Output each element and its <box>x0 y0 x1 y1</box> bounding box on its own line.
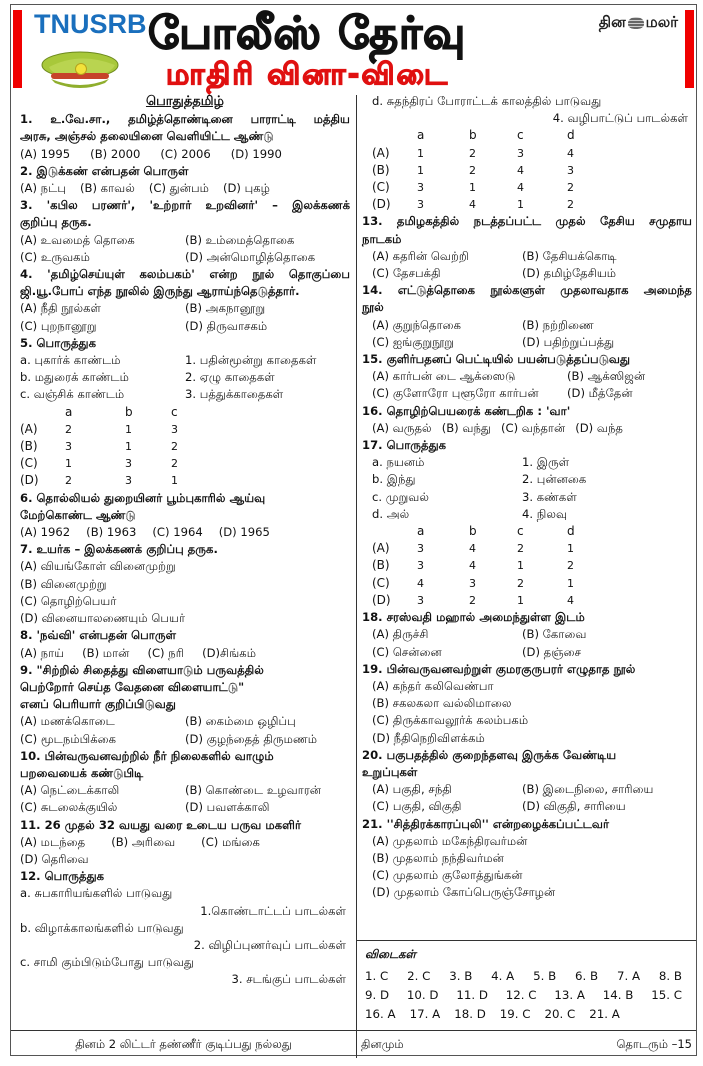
table-cell: 4 <box>469 198 476 212</box>
option-d[interactable]: (D) பவளக்காலி <box>185 800 270 815</box>
option-a[interactable]: (A) <box>20 421 38 436</box>
option-b[interactable]: (B) <box>372 162 390 177</box>
question-text: 6. தொல்லியல் துறையினர் பூம்புகாரில் ஆய்வு <box>20 490 266 505</box>
question-text: 4. 'தமிழ்செய்யுள் கலம்பகம்' என்ற நூல் தொகுப்பை <box>20 267 350 282</box>
option-c[interactable]: (C) திருக்காவலூர்க் கலம்பகம் <box>372 713 529 728</box>
question-text: எனப் பெரியார் குறிப்பிடுவது <box>20 697 176 712</box>
option-a[interactable]: (A) நாய் <box>20 645 65 660</box>
question-text: பறவையைக் கண்டுபிடி <box>20 765 144 780</box>
table-header: b <box>469 524 477 539</box>
footer-tip: தினம் 2 லிட்டர் தண்ணீர் குடிப்பது நல்லது <box>11 1030 356 1056</box>
match-right: 3. சடங்குப் பாடல்கள் <box>231 972 346 987</box>
option-a[interactable]: (A) நீதி நூல்கள் <box>20 301 101 316</box>
table-cell: 2 <box>469 163 476 177</box>
table-cell: 3 <box>65 440 72 454</box>
answer-item: 3. B <box>449 969 473 983</box>
question-text: குறிப்பு தருக. <box>20 215 92 230</box>
answer-item: 20. C <box>544 1007 576 1021</box>
question-text: அரசு, அஞ்சல் தலையினை வெளியிட்ட ஆண்டு <box>20 129 274 144</box>
question-text: 11. 26 முதல் 32 வயது வரை உடைய பருவ மகளிர் <box>20 817 302 832</box>
table-cell: 3 <box>417 593 424 607</box>
match-left: c. வஞ்சிக் காண்டம் <box>20 387 125 402</box>
right-red-bar <box>685 10 694 88</box>
options <box>362 248 692 282</box>
option-a[interactable]: (A) மணக்கொடை <box>20 714 115 729</box>
option-d[interactable]: (D) நீதிநெறிவிளக்கம் <box>372 730 485 745</box>
match-left: c. சாமி கும்பிடும்போது பாடுவது <box>20 955 194 970</box>
table-cell: 2 <box>567 559 574 573</box>
footer-daily-label: தினமும் <box>361 1037 404 1051</box>
question-text: 19. பின்வருவனவற்றுள் குமரகுருபரர் எழுதாத நூல் <box>362 661 636 676</box>
option-c[interactable]: (C) சுடலைக்குயில் <box>20 800 118 815</box>
match-right: 2. ஏழு காதைகள் <box>185 370 275 385</box>
table-cell: 2 <box>517 542 524 556</box>
answer-item: 16. A <box>365 1007 396 1021</box>
table-header: a <box>417 524 425 539</box>
answer-item: 6. B <box>575 969 599 983</box>
table-cell: 3 <box>125 457 132 471</box>
brand-label: TNUSRB <box>34 9 147 39</box>
table-cell: 3 <box>417 181 424 195</box>
option-b[interactable]: (B) மான் <box>82 645 130 660</box>
right-column <box>362 93 692 902</box>
question-text: 17. பொருத்துக <box>362 438 447 453</box>
question-text: நூல் <box>362 300 384 315</box>
answer-code-table <box>372 127 692 213</box>
question-6 <box>20 490 350 542</box>
table-header: b <box>125 404 133 419</box>
option-c[interactable]: (C) குளோரோ புளூரோ கார்பன் <box>372 386 539 401</box>
question-4 <box>20 266 350 335</box>
options <box>20 713 350 747</box>
option-d[interactable]: (D) 1990 <box>230 146 282 161</box>
option-c[interactable]: (C) 1964 <box>152 525 203 540</box>
answer-row <box>365 1005 688 1024</box>
option-c[interactable]: (C) மூடநம்பிக்கை <box>20 731 117 746</box>
question-16 <box>362 403 692 437</box>
option-b[interactable]: (B) வந்து <box>441 420 491 435</box>
answer-row <box>365 986 688 1005</box>
option-b[interactable]: (B) கைம்மை ஒழிப்பு <box>185 714 296 729</box>
option-b[interactable]: (B) அகநானூறு <box>185 301 266 316</box>
table-cell: 2 <box>65 474 72 488</box>
option-b[interactable]: (B) வினைமுற்று <box>20 576 107 591</box>
option-d[interactable]: (D) <box>372 592 391 607</box>
question-2 <box>20 163 350 197</box>
answer-item: 13. A <box>554 988 585 1002</box>
table-cell: 1 <box>65 457 72 471</box>
table-cell: 1 <box>567 576 574 590</box>
left-column <box>20 93 350 989</box>
table-header: d <box>567 128 575 143</box>
answer-item: 7. A <box>616 969 641 983</box>
table-cell: 2 <box>171 440 178 454</box>
table-cell: 2 <box>171 457 178 471</box>
table-cell: 1 <box>125 440 132 454</box>
option-a[interactable]: (A) <box>372 541 390 556</box>
option-a[interactable]: (A) உவமைத் தொகை <box>20 232 135 247</box>
options <box>362 420 692 437</box>
option-b[interactable]: (B) உம்மைத்தொகை <box>185 232 295 247</box>
question-10 <box>20 748 350 817</box>
options <box>20 524 350 541</box>
page-subtitle: மாதிரி வினா-விடை <box>166 57 450 91</box>
masthead <box>11 5 696 90</box>
table-header <box>20 404 65 421</box>
question-text: 15. குளிர்பதனப் பெட்டியில் பயன்படுத்தப்படுவது <box>362 352 631 367</box>
answer-item: 11. D <box>456 988 488 1002</box>
left-red-bar <box>13 10 22 88</box>
match-right: 4. நிலவு <box>522 506 568 521</box>
table-header: a <box>417 128 425 143</box>
question-text: 7. உயர்க – இலக்கணக் குறிப்பு தருக. <box>20 542 218 557</box>
question-text: 13. தமிழகத்தில் நடத்தப்பட்ட முதல் தேசிய சமுதாய <box>362 214 692 229</box>
option-b[interactable]: (B) இடைநிலை, சாரியை <box>522 782 654 797</box>
option-c[interactable]: (C) துன்பம் <box>148 181 209 196</box>
table-cell: 2 <box>65 422 72 436</box>
option-a[interactable]: (A) கார்பன் டை ஆக்ஸைடு <box>372 369 516 384</box>
question-text: மேற்கொண்ட ஆண்டு <box>20 507 136 522</box>
answer-code-table <box>362 523 692 609</box>
question-text: 3. 'கபில பரணர்', 'உற்றார் உறவினர்' – இலக்கணக் <box>20 198 350 213</box>
match-left: a. சுபகாரியங்களில் பாடுவது <box>20 886 173 901</box>
option-c[interactable]: (C) முதலாம் குலோத்துங்கன் <box>372 868 523 883</box>
match-left: b. விழாக்காலங்களில் பாடுவது <box>20 920 184 935</box>
column-divider <box>356 95 357 1058</box>
option-d[interactable]: (D) <box>372 197 391 212</box>
option-d[interactable]: (D)சிங்கம் <box>202 645 257 660</box>
options <box>362 781 692 815</box>
match-left: d. சுதந்திரப் போராட்டக் காலத்தில் பாடுவது <box>372 94 602 108</box>
match-right: 4. வழிபாட்டுப் பாடல்கள் <box>552 111 688 126</box>
table-header <box>372 523 417 540</box>
table-cell: 2 <box>567 198 574 212</box>
options <box>20 834 350 851</box>
option-a[interactable]: (A) <box>372 145 390 160</box>
match-left: d. அல் <box>372 506 410 521</box>
options <box>362 626 692 660</box>
table-header: d <box>567 524 575 539</box>
publisher-name-part2: மலர் <box>645 13 678 31</box>
table-header: c <box>171 404 178 419</box>
answer-item: 19. C <box>499 1007 531 1021</box>
option-b[interactable]: (B) கொண்டை உழவாரன் <box>185 783 322 798</box>
table-cell: 4 <box>417 576 424 590</box>
question-text: நாடகம் <box>362 231 402 246</box>
answer-item: 17. A <box>409 1007 441 1021</box>
option-c[interactable]: (C) <box>372 575 390 590</box>
option-d[interactable]: (D) முதலாம் கோப்பெருஞ்சோழன் <box>372 885 556 900</box>
option-a[interactable]: (A) பகுதி, சந்தி <box>372 782 452 797</box>
option-d[interactable]: (D) வினையாலணையும் பெயர் <box>20 611 186 626</box>
match-pairs <box>362 454 692 523</box>
table-cell: 2 <box>517 576 524 590</box>
table-cell: 2 <box>469 593 476 607</box>
table-cell: 1 <box>567 542 574 556</box>
answer-item: 1. C <box>365 969 389 983</box>
option-b[interactable]: (B) தேசியக்கொடி <box>522 248 617 263</box>
table-cell: 3 <box>417 198 424 212</box>
options <box>20 300 350 334</box>
police-cap-icon <box>39 45 121 91</box>
option-a[interactable]: (A) நெட்டைக்காலி <box>20 783 120 798</box>
answer-item: 8. B <box>658 969 682 983</box>
option-a[interactable]: (A) திருச்சி <box>372 627 429 642</box>
option-a[interactable]: (A) வருதல் <box>372 420 432 435</box>
question-text: பெற்றோர் செய்த வேதனை விளையாட்டு" <box>20 679 245 694</box>
table-cell: 3 <box>567 163 574 177</box>
options <box>20 232 350 266</box>
question-text: 9. "சிற்றில் சிதைத்து விளையாடும் பருவத்தில் <box>20 662 264 677</box>
question-text: 1. உ.வே.சா., தமிழ்த்தொண்டினை பாராட்டி மத்திய <box>20 112 350 127</box>
match-pairs <box>20 352 350 404</box>
answer-item: 4. A <box>491 969 515 983</box>
option-c[interactable]: (C) ஐங்குறுநூறு <box>372 334 455 349</box>
option-c[interactable]: (C) புறநானூறு <box>20 318 97 333</box>
match-right: 1.கொண்டாட்டப் பாடல்கள் <box>200 903 346 918</box>
table-cell: 2 <box>469 146 476 160</box>
match-right: 2. விழிப்புணர்வுப் பாடல்கள் <box>193 937 346 952</box>
answer-item: 15. C <box>651 988 682 1002</box>
question-17 <box>362 437 692 609</box>
question-text: 10. பின்வருவனவற்றில் நீர் நிலைகளில் வாழும் <box>20 748 274 763</box>
question-14 <box>362 282 692 351</box>
table-cell: 1 <box>417 163 424 177</box>
question-5 <box>20 335 350 490</box>
publisher-name-part1: தின <box>598 13 626 31</box>
options <box>362 317 692 351</box>
option-a[interactable]: (A) வியங்கோள் வினைமுற்று <box>20 559 176 574</box>
option-c[interactable]: (C) தேசபக்தி <box>372 266 441 281</box>
option-a[interactable]: (A) கந்தர் கலிவெண்பா <box>372 678 494 693</box>
option-a[interactable]: (A) கதரின் வெற்றி <box>372 248 469 263</box>
option-b[interactable]: (B) <box>372 558 390 573</box>
answer-item: 9. D <box>365 988 390 1002</box>
question-text: ஜி.யூ.போப் எந்த நூலில் இருந்து ஆராய்ந்தெடுத்தார். <box>20 284 300 299</box>
match-left: a. புகார்க் காண்டம் <box>20 353 121 368</box>
question-8 <box>20 627 350 661</box>
question-21 <box>362 816 692 902</box>
table-cell: 1 <box>125 422 132 436</box>
option-d[interactable]: (D) மீத்தேன் <box>567 386 633 401</box>
match-right: 1. பதின்மூன்று காதைகள் <box>185 353 317 368</box>
answer-key-title: விடைகள் <box>365 947 416 961</box>
match-left: b. இந்து <box>372 472 416 487</box>
table-header <box>372 127 417 144</box>
question-text: 8. 'நவ்வி' என்பதன் பொருள் <box>20 628 177 643</box>
question-text: 18. சரஸ்வதி மஹால் அமைந்துள்ள இடம் <box>362 610 585 625</box>
option-a[interactable]: (A) 1962 <box>20 525 71 540</box>
option-d[interactable]: (D) புகழ் <box>222 181 270 196</box>
question-13 <box>362 213 692 282</box>
question-3 <box>20 197 350 266</box>
option-b[interactable]: (B) ஆக்ஸிஜன் <box>567 369 646 384</box>
question-15 <box>362 351 692 403</box>
option-c[interactable]: (C) 2006 <box>160 146 211 161</box>
question-9 <box>20 662 350 748</box>
table-cell: 4 <box>469 559 476 573</box>
option-d[interactable]: (D) வந்த <box>575 420 623 435</box>
options <box>20 645 350 662</box>
option-b[interactable]: (B) 2000 <box>90 146 141 161</box>
option-a[interactable]: (A) மடந்தை <box>20 834 86 849</box>
option-c[interactable]: (C) நரி <box>147 645 185 660</box>
table-cell: 3 <box>417 542 424 556</box>
option-d[interactable]: (D) 1965 <box>218 525 270 540</box>
option-b[interactable]: (B) காவல் <box>79 181 135 196</box>
match-left: a. நயனம் <box>372 455 425 470</box>
option-c[interactable]: (C) தொழிற்பெயர் <box>20 593 117 608</box>
answer-item: 18. D <box>454 1007 486 1021</box>
table-header: c <box>517 128 524 143</box>
table-cell: 1 <box>517 593 524 607</box>
question-text: உறுப்புகள் <box>362 764 418 779</box>
options <box>20 180 350 197</box>
option-d[interactable]: (D) விகுதி, சாரியை <box>522 799 626 814</box>
option-b[interactable]: (B) கோவை <box>522 627 587 642</box>
table-cell: 4 <box>517 181 524 195</box>
match-right: 2. புன்னகை <box>522 472 587 487</box>
option-c[interactable]: (C) மங்கை <box>201 834 260 849</box>
question-text: 14. எட்டுத்தொகை நூல்களுள் முதலாவதாக அமைந்த <box>362 283 692 298</box>
option-c[interactable]: (C) பகுதி, விகுதி <box>372 799 462 814</box>
publisher-logo <box>599 13 678 33</box>
table-header: c <box>517 524 524 539</box>
table-cell: 1 <box>469 181 476 195</box>
page-title: போலீஸ் தேர்வு <box>148 8 467 59</box>
question-text: 21. ''சித்திரக்காரப்புலி'' என்றழைக்கப்பட்டவர் <box>362 816 610 831</box>
question-12 <box>20 868 350 988</box>
table-cell: 4 <box>567 593 574 607</box>
answer-row <box>365 967 688 986</box>
option-b[interactable]: (B) நற்றிணை <box>522 317 594 332</box>
table-cell: 4 <box>567 146 574 160</box>
question-18 <box>362 609 692 661</box>
table-cell: 1 <box>517 559 524 573</box>
table-header: b <box>469 128 477 143</box>
option-c[interactable]: (C) உருவகம் <box>20 249 90 264</box>
match-right: 3. பத்துக்காதைகள் <box>185 387 284 402</box>
question-11 <box>20 817 350 869</box>
option-b[interactable]: (B) 1963 <box>86 525 137 540</box>
footer-series <box>357 1030 696 1056</box>
match-right: 1. இருள் <box>522 455 570 470</box>
match-right: 3. கண்கள் <box>522 489 577 504</box>
option-a[interactable]: (A) குறுந்தொகை <box>372 317 462 332</box>
option-d[interactable]: (D) தஞ்சை <box>522 644 582 659</box>
option-c[interactable]: (C) <box>372 180 390 195</box>
table-cell: 3 <box>417 559 424 573</box>
option-d[interactable]: (D) <box>20 473 39 488</box>
option-a[interactable]: (A) முதலாம் மகேந்திரவர்மன் <box>372 833 528 848</box>
option-d[interactable]: (D) தமிழ்தேசியம் <box>522 266 617 281</box>
answer-item: 12. C <box>505 988 537 1002</box>
table-cell: 3 <box>125 474 132 488</box>
question-12-continued <box>362 93 692 213</box>
table-cell: 1 <box>417 146 424 160</box>
answer-key <box>357 940 696 1030</box>
option-b[interactable]: (B) <box>20 439 38 454</box>
question-text: 5. பொருத்துக <box>20 335 96 350</box>
question-text: 2. இடுக்கண் என்பதன் பொருள் <box>20 163 189 178</box>
option-d[interactable]: (D) தெரிவை <box>20 851 89 866</box>
answer-item: 5. B <box>533 969 557 983</box>
option-d[interactable]: (D) அன்மொழித்தொகை <box>185 249 316 264</box>
table-header: a <box>65 404 73 419</box>
option-d[interactable]: (D) பதிற்றுப்பத்து <box>522 334 615 349</box>
option-a[interactable]: (A) 1995 <box>20 146 71 161</box>
answer-item: 2. C <box>407 969 431 983</box>
question-text: 12. பொருத்துக <box>20 869 105 884</box>
table-cell: 1 <box>517 198 524 212</box>
question-text: 16. தொழிற்பெயரைக் கண்டறிக : 'வா' <box>362 403 571 418</box>
option-a[interactable]: (A) நட்பு <box>20 181 66 196</box>
options <box>362 368 692 402</box>
answer-item: 14. B <box>602 988 634 1002</box>
option-d[interactable]: (D) குழந்தைத் திருமணம் <box>185 731 318 746</box>
answer-item: 10. D <box>406 988 439 1002</box>
table-cell: 4 <box>469 542 476 556</box>
question-19 <box>362 661 692 747</box>
options <box>20 782 350 816</box>
table-cell: 4 <box>517 163 524 177</box>
table-cell: 3 <box>517 146 524 160</box>
option-c[interactable]: (C) <box>20 456 38 471</box>
option-d[interactable]: (D) திருவாசகம் <box>185 318 268 333</box>
option-b[interactable]: (B) முதலாம் நந்திவர்மன் <box>372 850 504 865</box>
match-left: c. முறுவல் <box>372 489 430 504</box>
option-c[interactable]: (C) சென்னை <box>372 644 442 659</box>
answer-code-table <box>20 404 350 490</box>
option-c[interactable]: (C) வந்தான் <box>500 420 566 435</box>
table-cell: 2 <box>567 181 574 195</box>
question-7 <box>20 541 350 627</box>
lamp-emblem-icon <box>628 17 644 29</box>
table-cell: 3 <box>469 576 476 590</box>
options <box>20 146 350 163</box>
table-cell: 1 <box>171 474 178 488</box>
section-title: பொதுத்தமிழ் <box>145 94 225 109</box>
table-cell: 3 <box>171 422 178 436</box>
option-b[interactable]: (B) சகலகலா வல்லிமாலை <box>372 696 512 711</box>
match-left: b. மதுரைக் காண்டம் <box>20 370 129 385</box>
footer-continued-label: தொடரும் –15 <box>616 1037 692 1051</box>
question-20 <box>362 747 692 816</box>
question-text: 20. பகுபதத்தில் குறைந்தளவு இருக்க வேண்டிய <box>362 747 617 762</box>
question-1 <box>20 111 350 163</box>
answer-item: 21. A <box>589 1007 620 1021</box>
option-b[interactable]: (B) அரிவை <box>111 834 176 849</box>
